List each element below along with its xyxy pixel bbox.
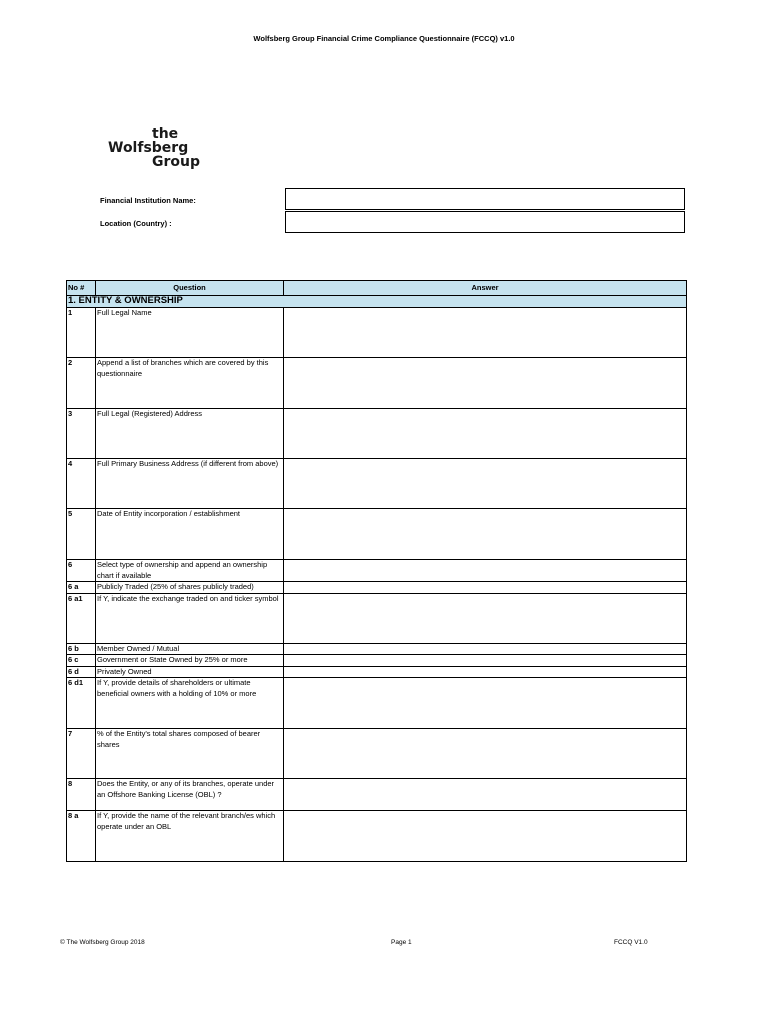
table-row [67, 655, 687, 667]
footer-version: FCCQ V1.0 [614, 939, 648, 946]
row-answer-cell[interactable] [284, 358, 687, 409]
section-title: 1. ENTITY & OWNERSHIP [67, 296, 687, 308]
row-answer-cell[interactable] [284, 779, 687, 811]
row-number: 6 [67, 560, 96, 582]
row-number: 8 a [67, 811, 96, 862]
table-row [67, 779, 687, 811]
row-answer-cell[interactable] [284, 729, 687, 779]
header-answer: Answer [284, 281, 687, 296]
institution-name-field[interactable] [285, 188, 685, 210]
table-row [67, 811, 687, 862]
logo-line-the: the [152, 126, 179, 142]
row-question: Full Legal Name [96, 308, 284, 358]
table-row [67, 643, 687, 655]
row-answer-cell[interactable] [284, 509, 687, 560]
table-row [67, 729, 687, 779]
row-answer-cell[interactable] [284, 643, 687, 655]
row-number: 5 [67, 509, 96, 560]
row-question: % of the Entity's total shares composed of bearer shares [96, 729, 284, 779]
section-row [67, 296, 687, 308]
table-row [67, 509, 687, 560]
row-answer-cell[interactable] [284, 308, 687, 358]
row-question: Date of Entity incorporation / establishment [96, 509, 284, 560]
header-no: No # [67, 281, 96, 296]
row-number: 6 d1 [67, 678, 96, 729]
row-number: 8 [67, 779, 96, 811]
row-number: 6 a1 [67, 593, 96, 643]
footer-copyright: © The Wolfsberg Group 2018 [60, 939, 145, 946]
row-question: Government or State Owned by 25% or more [96, 655, 284, 667]
row-number: 6 b [67, 643, 96, 655]
document-title: Wolfsberg Group Financial Crime Compliance Questionnaire (FCCQ) v1.0 [253, 34, 515, 43]
row-question: Does the Entity, or any of its branches, operate under an Offshore Banking License (OBL) ? [96, 779, 284, 811]
row-number: 6 d [67, 666, 96, 678]
table-row [67, 308, 687, 358]
table-row [67, 358, 687, 409]
questionnaire-table [66, 280, 687, 862]
location-country-field[interactable] [285, 211, 685, 233]
row-answer-cell[interactable] [284, 655, 687, 667]
location-country-label: Location (Country) : [100, 219, 172, 228]
table-row [67, 459, 687, 509]
row-answer-cell[interactable] [284, 666, 687, 678]
table-row [67, 409, 687, 459]
row-answer-cell[interactable] [284, 811, 687, 862]
row-answer-cell[interactable] [284, 459, 687, 509]
row-number: 6 a [67, 582, 96, 594]
table-row [67, 582, 687, 594]
row-number: 3 [67, 409, 96, 459]
wolfsberg-logo [108, 127, 200, 169]
row-answer-cell[interactable] [284, 593, 687, 643]
row-question: Publicly Traded (25% of shares publicly traded) [96, 582, 284, 594]
table-row [67, 666, 687, 678]
logo-line-group: Group [152, 154, 201, 170]
row-number: 1 [67, 308, 96, 358]
row-answer-cell[interactable] [284, 560, 687, 582]
table-row [67, 593, 687, 643]
header-question: Question [96, 281, 284, 296]
row-answer-cell[interactable] [284, 678, 687, 729]
row-question: Select type of ownership and append an ownership chart if available [96, 560, 284, 582]
footer-page-number: Page 1 [391, 939, 412, 946]
row-number: 2 [67, 358, 96, 409]
row-question: If Y, indicate the exchange traded on and ticker symbol [96, 593, 284, 643]
row-question: Append a list of branches which are covered by this questionnaire [96, 358, 284, 409]
row-number: 6 c [67, 655, 96, 667]
row-question: Member Owned / Mutual [96, 643, 284, 655]
institution-name-label: Financial Institution Name: [100, 196, 196, 205]
row-answer-cell[interactable] [284, 409, 687, 459]
table-row [67, 678, 687, 729]
row-question: If Y, provide details of shareholders or ultimate beneficial owners with a holding of 10% or more [96, 678, 284, 729]
row-answer-cell[interactable] [284, 582, 687, 594]
table-row [67, 560, 687, 582]
row-question: Full Legal (Registered) Address [96, 409, 284, 459]
row-question: Full Primary Business Address (if different from above) [96, 459, 284, 509]
logo-line-wolfsberg: Wolfsberg [108, 140, 189, 156]
row-number: 7 [67, 729, 96, 779]
table-header-row [67, 281, 687, 296]
row-number: 4 [67, 459, 96, 509]
row-question: Privately Owned [96, 666, 284, 678]
row-question: If Y, provide the name of the relevant branch/es which operate under an OBL [96, 811, 284, 862]
